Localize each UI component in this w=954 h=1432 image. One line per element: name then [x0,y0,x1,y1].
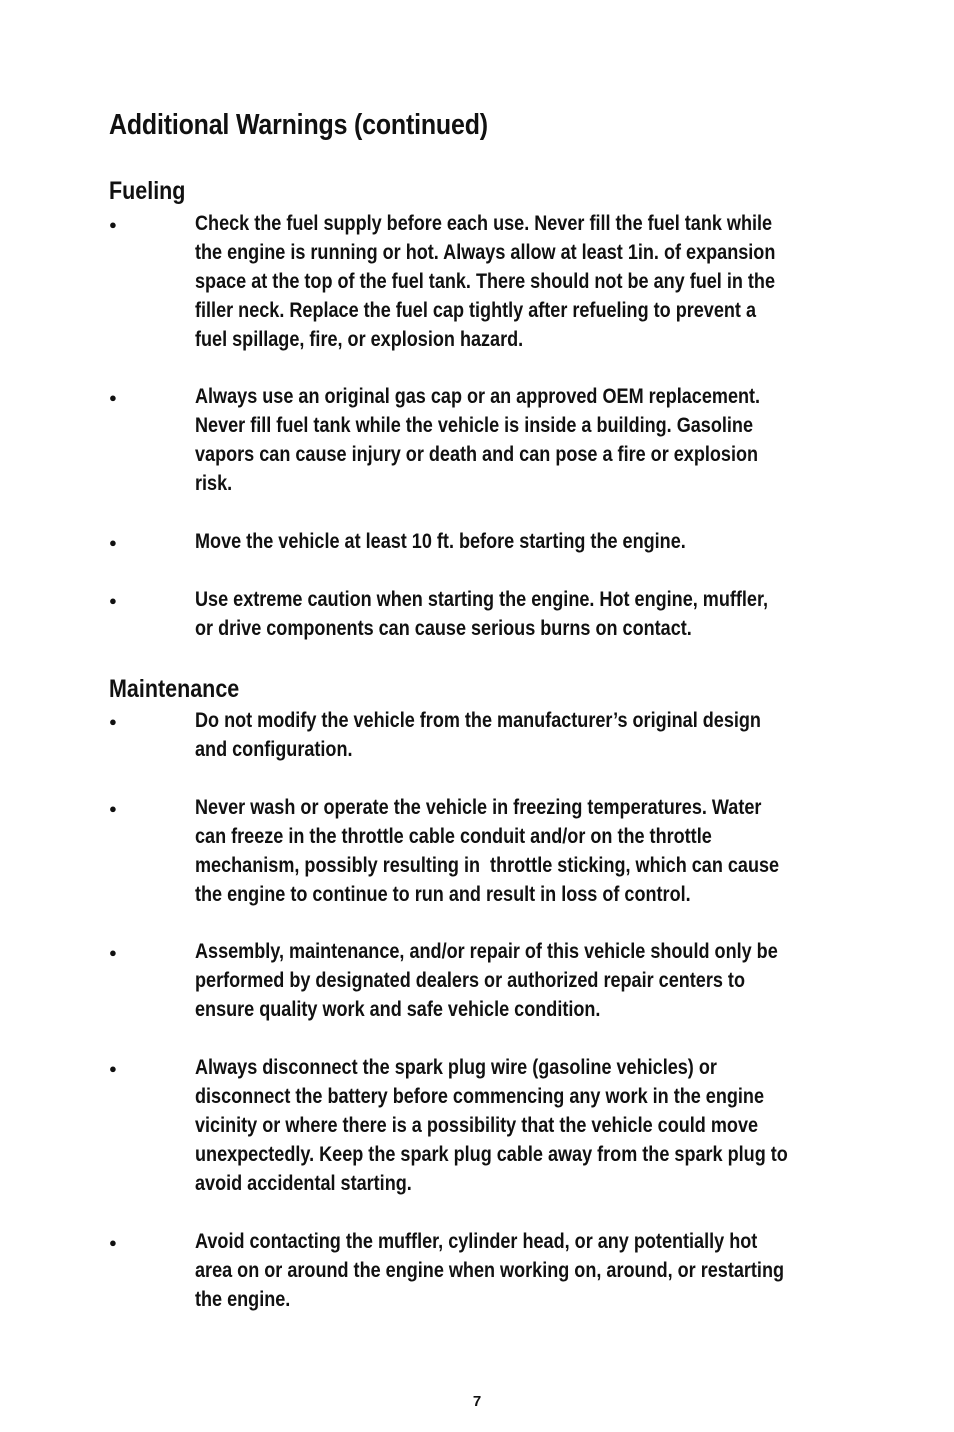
warning-text: Use extreme caution when starting the engine. Hot engine, muffler, or drive components can cause serious burns on contact. [195,588,769,640]
warning-text: Check the fuel supply before each use. Never fill the fuel tank while the engine is running or hot. Always allow at least 1in. of expansion space at the top of the fuel tank. There should not be any fuel in the filler neck. Replace the fuel cap tightly after refueling to prevent a fuel spillage, fire, or explosion hazard. [195,212,776,351]
bullet-icon: ● [109,945,117,960]
warning-text: Move the vehicle at least 10 ft. before starting the engine. [195,530,686,553]
bullet-icon: ● [109,390,117,405]
warning-text: Avoid contacting the muffler, cylinder head, or any potentially hot area on or around the engine when working on, around, or restarting the engine. [195,1230,785,1311]
warning-text: Always use an original gas cap or an approved OEM replacement. Never fill fuel tank while the vehicle is inside a building. Gasoline vapors can cause injury or death and can pose a fire or explosion risk. [195,385,761,495]
bullet-icon: ● [109,1235,117,1250]
bullet-icon: ● [109,714,117,729]
section-heading-maintenance: Maintenance [109,675,240,703]
warning-text: Never wash or operate the vehicle in freezing temperatures. Water can freeze in the throttle cable conduit and/or on the throttle mechanism, possibly resulting in throttle sticking, which can cause the engine to continue to run and result in loss of control. [195,796,780,906]
bullet-icon: ● [109,217,117,232]
page-title: Additional Warnings (continued) [109,109,488,141]
warning-text: Do not modify the vehicle from the manufacturer’s original design and configuration. [195,709,761,761]
section-heading-fueling: Fueling [109,177,186,205]
bullet-icon: ● [109,801,117,816]
bullet-icon: ● [109,593,117,608]
warning-text: Assembly, maintenance, and/or repair of this vehicle should only be performed by designated dealers or authorized repair centers to ensure quality work and safe vehicle condition. [195,940,778,1021]
bullet-icon: ● [109,535,117,550]
bullet-icon: ● [109,1061,117,1076]
page-number: 7 [472,1393,482,1410]
warning-text: Always disconnect the spark plug wire (gasoline vehicles) or disconnect the battery before commencing any work in the engine vicinity or where there is a possibility that the vehicle could move unexpectedly. Keep the spark plug cable away from the spark plug to avoid accidental starting. [195,1056,788,1195]
